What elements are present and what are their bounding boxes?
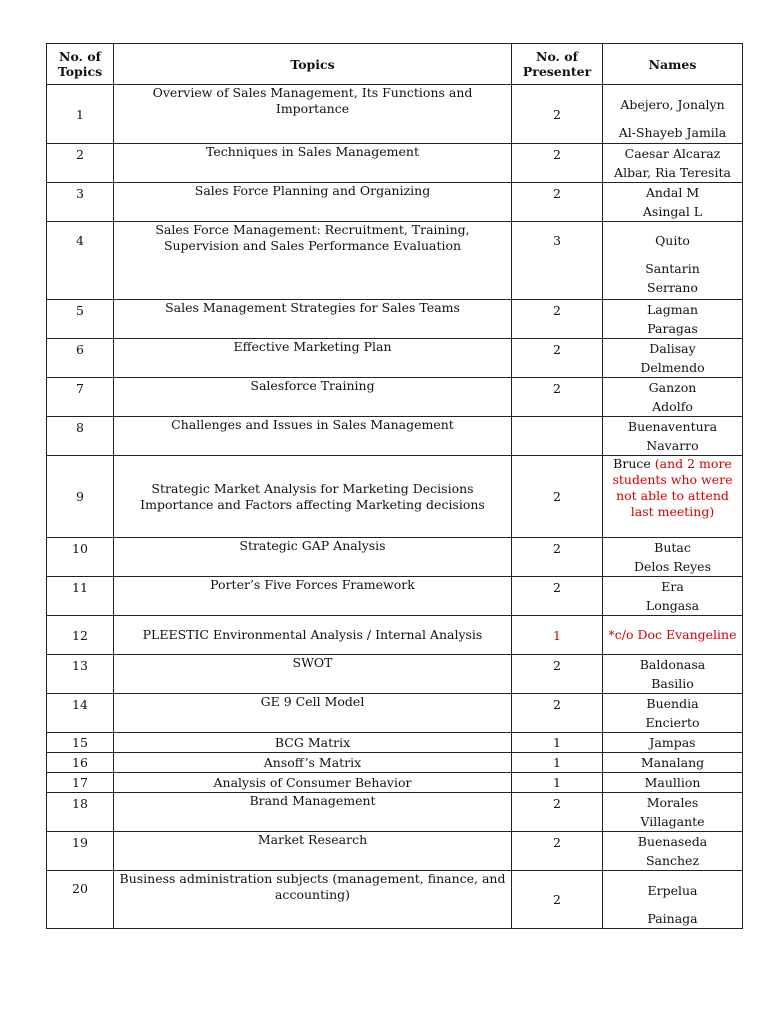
presenter-names xyxy=(603,417,743,456)
table-row xyxy=(47,655,743,694)
presenter-names xyxy=(603,85,743,144)
topic-number: 6 xyxy=(47,339,114,378)
presenter-name: Sanchez xyxy=(645,853,700,868)
topic-title: Overview of Sales Management, Its Functions and Importance xyxy=(114,85,512,144)
presenter-name: Villagante xyxy=(640,814,705,829)
topic-number: 19 xyxy=(47,832,114,871)
presenter-count: 2 xyxy=(512,871,603,929)
presenter-names xyxy=(603,655,743,694)
topic-title: Analysis of Consumer Behavior xyxy=(114,773,512,793)
topic-number: 20 xyxy=(47,871,114,929)
topic-number: 1 xyxy=(47,85,114,144)
presenter-name: Albar, Ria Teresita xyxy=(614,165,731,180)
topic-title: Strategic GAP Analysis xyxy=(114,538,512,577)
presenter-count: 2 xyxy=(512,85,603,144)
presenter-name: Asingal L xyxy=(642,204,703,219)
header-topics: Topics xyxy=(114,44,512,85)
presenter-name: Delos Reyes xyxy=(633,559,711,574)
topic-title: Sales Management Strategies for Sales Teams xyxy=(114,300,512,339)
presenter-name: Jampas xyxy=(649,735,696,750)
presenter-count: 2 xyxy=(512,793,603,832)
table-row xyxy=(47,616,743,655)
header-names: Names xyxy=(603,44,743,85)
topic-title: Salesforce Training xyxy=(114,378,512,417)
presenter-names xyxy=(603,538,743,577)
table-row xyxy=(47,85,743,144)
presenter-note: *c/o Doc Evangeline xyxy=(608,627,737,642)
presenter-name: Santarin xyxy=(645,261,700,276)
topic-title: Techniques in Sales Management xyxy=(114,144,512,183)
presenter-count: 2 xyxy=(512,339,603,378)
topic-title: Sales Force Planning and Organizing xyxy=(114,183,512,222)
presenter-name: Maullion xyxy=(644,775,701,790)
table-row xyxy=(47,793,743,832)
presenter-name: Manalang xyxy=(640,755,705,770)
topic-title: Market Research xyxy=(114,832,512,871)
presenter-names xyxy=(603,456,743,538)
presenter-count: 1 xyxy=(512,616,603,655)
presenter-name: Erpelua xyxy=(647,883,698,898)
presenter-name: Delmendo xyxy=(640,360,705,375)
presenter-names xyxy=(603,616,743,655)
topic-title: Challenges and Issues in Sales Management xyxy=(114,417,512,456)
table-row xyxy=(47,773,743,793)
topic-title: Ansoff’s Matrix xyxy=(114,753,512,773)
topic-title: Effective Marketing Plan xyxy=(114,339,512,378)
topic-number: 5 xyxy=(47,300,114,339)
presenter-names xyxy=(603,183,743,222)
table-row xyxy=(47,144,743,183)
presenter-name: Buenaventura xyxy=(627,419,718,434)
topic-title: Brand Management xyxy=(114,793,512,832)
presenter-count: 2 xyxy=(512,378,603,417)
presenter-name: Bruce xyxy=(613,456,651,471)
presenter-name: Navarro xyxy=(646,438,699,453)
presenter-name: Buenaseda xyxy=(637,834,708,849)
topic-number: 7 xyxy=(47,378,114,417)
presenter-names xyxy=(603,222,743,300)
presenter-count: 3 xyxy=(512,222,603,300)
header-row xyxy=(47,44,743,85)
presenter-names xyxy=(603,832,743,871)
presenter-count: 2 xyxy=(512,183,603,222)
topic-title: PLEESTIC Environmental Analysis / Internal Analysis xyxy=(114,616,512,655)
topic-number: 15 xyxy=(47,733,114,753)
table-row xyxy=(47,753,743,773)
table-row xyxy=(47,832,743,871)
presenter-name: Al-Shayeb Jamila xyxy=(618,125,727,140)
table-row xyxy=(47,577,743,616)
presenter-note: (and 2 more students who were not able to attend last meeting) xyxy=(612,456,733,519)
table-row xyxy=(47,694,743,733)
presenter-count: 1 xyxy=(512,773,603,793)
presenter-count: 2 xyxy=(512,456,603,538)
table-row xyxy=(47,378,743,417)
table-row xyxy=(47,871,743,929)
table-row xyxy=(47,733,743,753)
presenter-name: Serrano xyxy=(647,280,698,295)
topic-title-line: Strategic Market Analysis for Marketing Decisions xyxy=(151,480,474,496)
presenter-name: Ganzon xyxy=(648,380,697,395)
table-row xyxy=(47,538,743,577)
presenter-name: Baldonasa xyxy=(639,657,706,672)
topic-number: 12 xyxy=(47,616,114,655)
table-row xyxy=(47,222,743,300)
header-no-of-presenter: No. of Presenter xyxy=(512,44,603,85)
presenter-names xyxy=(603,694,743,733)
presenter-count: 1 xyxy=(512,753,603,773)
topic-number: 3 xyxy=(47,183,114,222)
presenter-names xyxy=(603,753,743,773)
presenter-name: Quito xyxy=(655,233,690,248)
presenter-names xyxy=(603,577,743,616)
presenter-names xyxy=(603,378,743,417)
presenter-count xyxy=(512,417,603,456)
presenter-count: 2 xyxy=(512,832,603,871)
topic-number: 9 xyxy=(47,456,114,538)
presenter-names xyxy=(603,339,743,378)
topic-number: 17 xyxy=(47,773,114,793)
topic-title: BCG Matrix xyxy=(114,733,512,753)
presenter-count: 1 xyxy=(512,733,603,753)
table-row xyxy=(47,183,743,222)
topic-number: 2 xyxy=(47,144,114,183)
presenter-name: Basilio xyxy=(651,676,694,691)
topic-title-line: Importance and Factors affecting Marketing decisions xyxy=(140,496,485,512)
presenter-name: Andal M xyxy=(645,185,700,200)
presenter-name: Buendia xyxy=(646,696,699,711)
topic-number: 4 xyxy=(47,222,114,300)
presenter-count: 2 xyxy=(512,655,603,694)
topic-number: 16 xyxy=(47,753,114,773)
topic-number: 14 xyxy=(47,694,114,733)
presenter-name: Painaga xyxy=(647,911,698,926)
presenter-name: Dalisay xyxy=(649,341,696,356)
presenter-name: Caesar Alcaraz xyxy=(624,146,721,161)
presenter-name: Abejero, Jonalyn xyxy=(620,97,725,112)
presenter-names xyxy=(603,793,743,832)
presenter-count: 2 xyxy=(512,144,603,183)
presenter-name: Morales xyxy=(646,795,699,810)
topics-schedule-table xyxy=(46,43,743,929)
presenter-names xyxy=(603,773,743,793)
presenter-names xyxy=(603,733,743,753)
topic-title: GE 9 Cell Model xyxy=(114,694,512,733)
topic-number: 11 xyxy=(47,577,114,616)
topic-number: 8 xyxy=(47,417,114,456)
presenter-names xyxy=(603,144,743,183)
presenter-count: 2 xyxy=(512,300,603,339)
presenter-name: Adolfo xyxy=(652,399,693,414)
table-row xyxy=(47,417,743,456)
header-no-of-topics: No. of Topics xyxy=(47,44,114,85)
topic-title: Porter’s Five Forces Framework xyxy=(114,577,512,616)
presenter-count: 2 xyxy=(512,538,603,577)
presenter-count: 2 xyxy=(512,577,603,616)
topic-title: SWOT xyxy=(114,655,512,694)
presenter-name: Lagman xyxy=(646,302,699,317)
table-row xyxy=(47,300,743,339)
topic-number: 10 xyxy=(47,538,114,577)
topic-title xyxy=(114,456,512,538)
topic-number: 18 xyxy=(47,793,114,832)
presenter-names xyxy=(603,871,743,929)
presenter-name: Butac xyxy=(654,540,691,555)
presenter-name: Longasa xyxy=(645,598,700,613)
presenter-name: Era xyxy=(661,579,684,594)
table-row xyxy=(47,339,743,378)
presenter-name: Encierto xyxy=(645,715,700,730)
table-row xyxy=(47,456,743,538)
presenter-name: Paragas xyxy=(647,321,698,336)
topic-number: 13 xyxy=(47,655,114,694)
presenter-names xyxy=(603,300,743,339)
topic-title: Business administration subjects (management, finance, and accounting) xyxy=(114,871,512,929)
topic-title: Sales Force Management: Recruitment, Training, Supervision and Sales Performance Evaluation xyxy=(114,222,512,300)
presenter-count: 2 xyxy=(512,694,603,733)
